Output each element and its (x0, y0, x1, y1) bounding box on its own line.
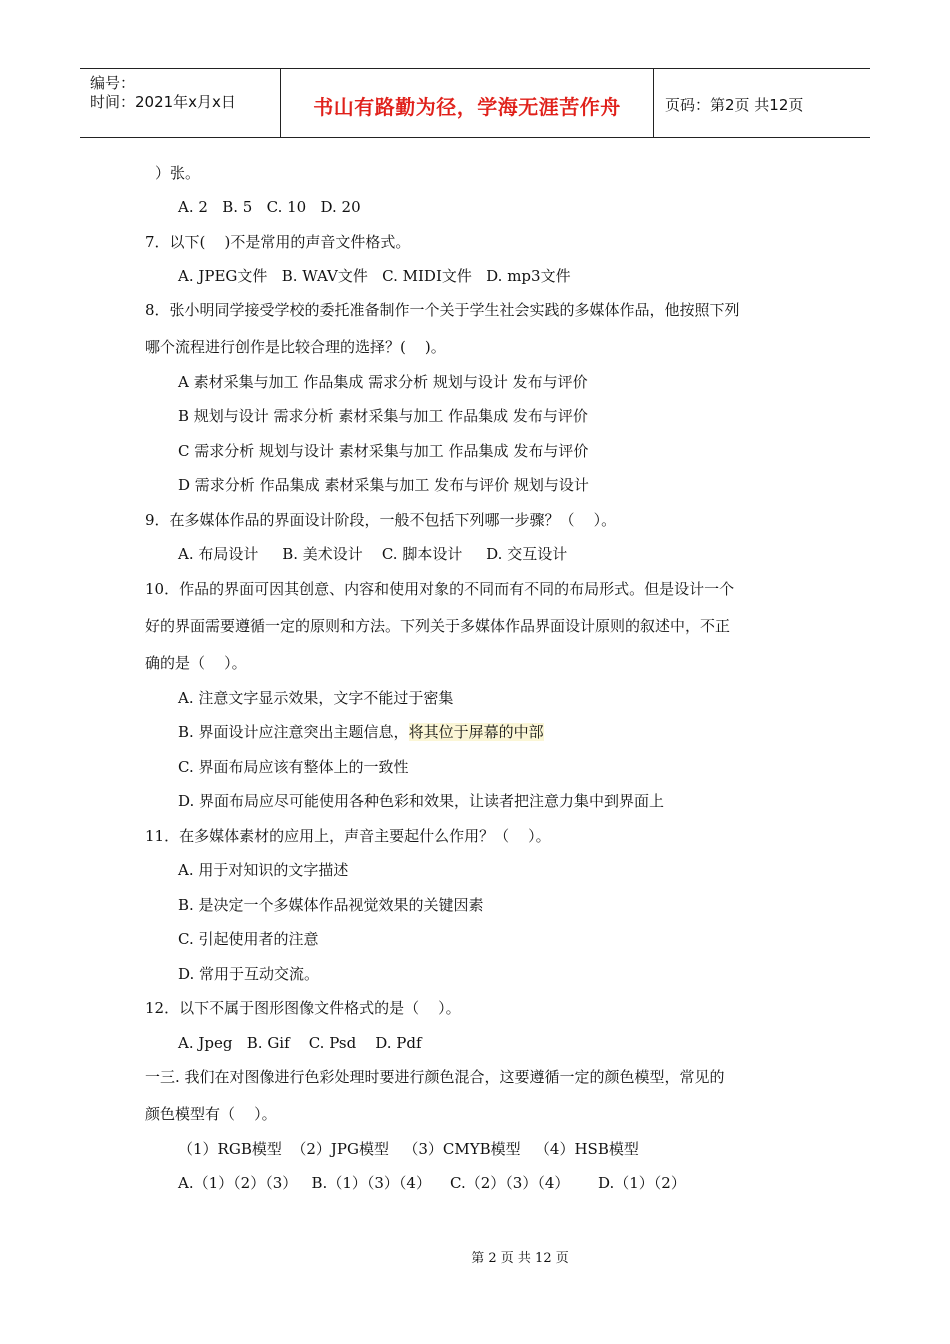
footer-page-label: 第 2 页 共 12 页 (471, 1251, 569, 1266)
serial-label: 编号： (90, 74, 136, 92)
option-line: B 规划与设计 需求分析 素材采集与加工 作品集成 发布与评价 (178, 407, 588, 425)
option-line: C. 引起使用者的注意 (178, 930, 319, 948)
question-8: 8．张小明同学接受学校的委托准备制作一个关于学生社会实践的多媒体作品，他按照下列 (145, 301, 740, 319)
question-12: 12．以下不属于图形图像文件格式的是（ ）。 (145, 999, 461, 1017)
option-line: B. 是决定一个多媒体作品视觉效果的关键因素 (178, 896, 484, 914)
option-line: A.（1）（2）（3） B.（1）（3）（4） C.（2）（3）（4） D.（1）（2） (178, 1174, 686, 1192)
option-line: C. 界面布局应该有整体上的一致性 (178, 758, 409, 776)
header-page-cell (655, 69, 870, 137)
option-line: D. 常用于互动交流。 (178, 965, 320, 983)
motto: 书山有路勤为径，学海无涯苦作舟 (313, 95, 621, 119)
option-line (178, 722, 544, 742)
option-line: D 需求分析 作品集成 素材采集与加工 发布与评价 规划与设计 (178, 476, 589, 494)
question-tail: ）张。 (155, 164, 201, 182)
option-line: A. 用于对知识的文字描述 (178, 861, 349, 879)
header-motto-cell (281, 69, 654, 137)
option-line: A. 注意文字显示效果，文字不能过于密集 (178, 689, 454, 707)
option-line: D. 界面布局应尽可能使用各种色彩和效果，让读者把注意力集中到界面上 (178, 792, 665, 810)
option-text: B. 界面设计应注意突出主题信息， (178, 723, 409, 741)
question-13: 一三. 我们在对图像进行色彩处理时要进行颜色混合，这要遵循一定的颜色模型，常见的 (145, 1068, 725, 1086)
question-7: 7．以下( )不是常用的声音文件格式。 (145, 233, 411, 251)
option-line: A. 布局设计 B. 美术设计 C. 脚本设计 D. 交互设计 (178, 545, 568, 563)
document-header (80, 68, 870, 138)
highlighted-text: 将其位于屏幕的中部 (408, 723, 544, 741)
question-10-cont: 确的是（ ）。 (145, 654, 247, 672)
option-line: A. 2 B. 5 C. 10 D. 20 (178, 198, 361, 216)
page-info: 页码：第2页 共12页 (665, 96, 804, 114)
date-line: 时间：2021年x月x日 (90, 93, 236, 111)
option-line: C 需求分析 规划与设计 素材采集与加工 作品集成 发布与评价 (178, 442, 589, 460)
page-footer (0, 1247, 950, 1266)
option-line: A 素材采集与加工 作品集成 需求分析 规划与设计 发布与评价 (178, 373, 588, 391)
option-line: A. JPEG文件 B. WAV文件 C. MIDI文件 D. mp3文件 (178, 267, 571, 285)
question-9: 9．在多媒体作品的界面设计阶段，一般不包括下列哪一步骤？（ ）。 (145, 511, 617, 529)
question-11: 11．在多媒体素材的应用上，声音主要起什么作用？（ ）。 (145, 827, 551, 845)
option-line: A. Jpeg B. Gif C. Psd D. Pdf (178, 1034, 422, 1052)
question-10: 10．作品的界面可因其创意、内容和使用对象的不同而有不同的布局形式。但是设计一个 (145, 580, 735, 598)
header-meta-cell (80, 69, 281, 137)
question-8-cont: 哪个流程进行创作是比较合理的选择？( )。 (145, 338, 446, 356)
option-line: （1）RGB模型 （2）JPG模型 （3）CMYB模型 （4）HSB模型 (178, 1140, 639, 1158)
question-13-cont: 颜色模型有（ ）。 (145, 1105, 277, 1123)
question-10-cont: 好的界面需要遵循一定的原则和方法。下列关于多媒体作品界面设计原则的叙述中，不正 (145, 617, 731, 635)
